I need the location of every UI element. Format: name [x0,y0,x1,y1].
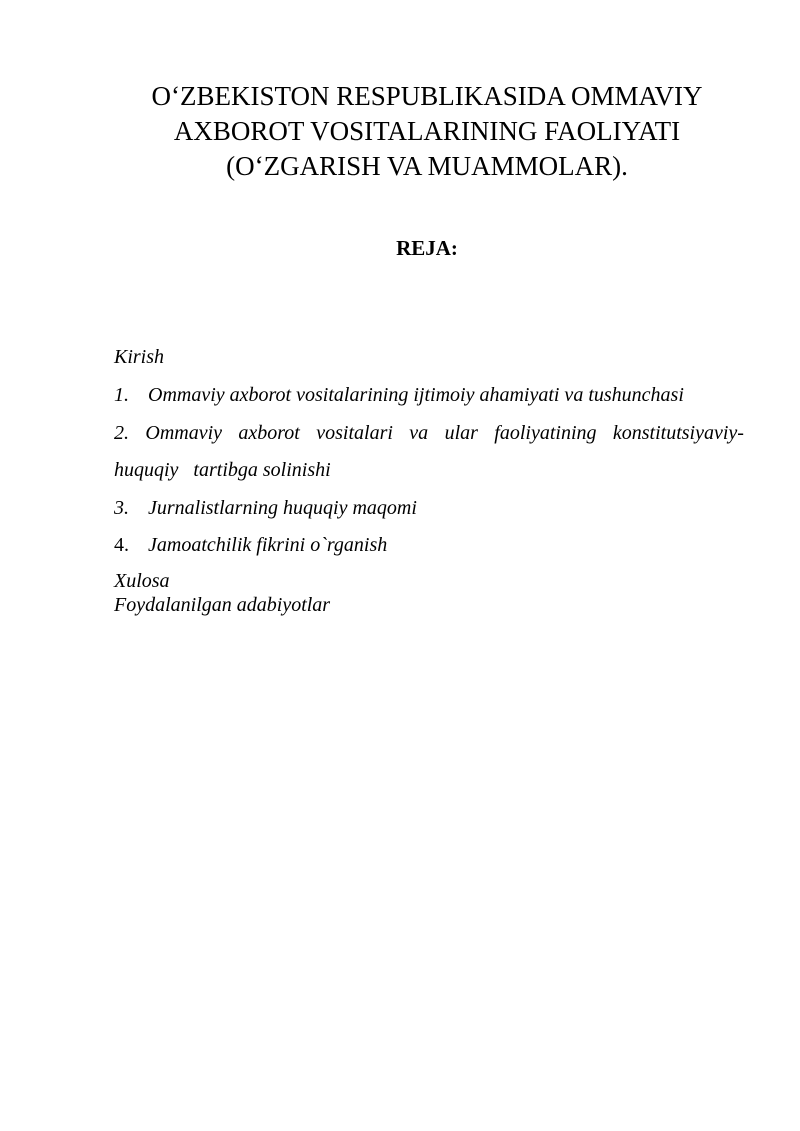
plan-conclusion: Xulosa [114,570,170,592]
plan-item-2-word: ular [444,422,478,444]
plan-item-2-justified-line [114,420,744,446]
plan-heading [110,234,744,262]
plan-item-3-text: Jurnalistlarning huquqiy maqomi [148,497,417,519]
plan-item-2 [114,420,744,446]
title-line-3: (O‘ZGARISH VA MUAMMOLAR). [226,151,628,181]
plan-item-1-text: Ommaviy axborot vositalarining ijtimoiy ahamiyati va tushunchasi [148,384,684,406]
plan-item-4 [114,532,387,558]
plan-item-2-continuation: huquqiy tartibga solinishi [114,459,331,481]
plan-item-3-number: 3. [114,497,129,519]
plan-intro: Kirish [114,346,165,368]
plan-item-2-word: faoliyatining [494,422,597,444]
plan-item-3 [114,495,417,521]
plan-heading-label: REJA [396,236,451,260]
plan-item-1-number: 1. [114,384,129,406]
plan-item-2-word: axborot [238,422,300,444]
plan-item-4-number: 4. [114,534,129,556]
plan-item-2-word: konstitutsiyaviy- [612,422,744,444]
document-title [110,79,744,184]
title-line-2: AXBOROT VOSITALARINING FAOLIYATI [173,116,681,146]
plan-references: Foydalanilgan adabiyotlar [114,594,331,616]
plan-item-4-text: Jamoatchilik fikrini o`rganish [148,534,388,556]
plan-item-2-word: vositalari [316,422,393,444]
plan-heading-colon: : [450,236,458,260]
plan-item-2-number: 2. [114,422,129,444]
title-line-1: O‘ZBEKISTON RESPUBLIKASIDA OMMAVIY [151,81,703,111]
plan-item-2-word: va [409,422,429,444]
plan-item-1 [114,382,684,408]
plan-item-2-word: Ommaviy [145,422,223,444]
